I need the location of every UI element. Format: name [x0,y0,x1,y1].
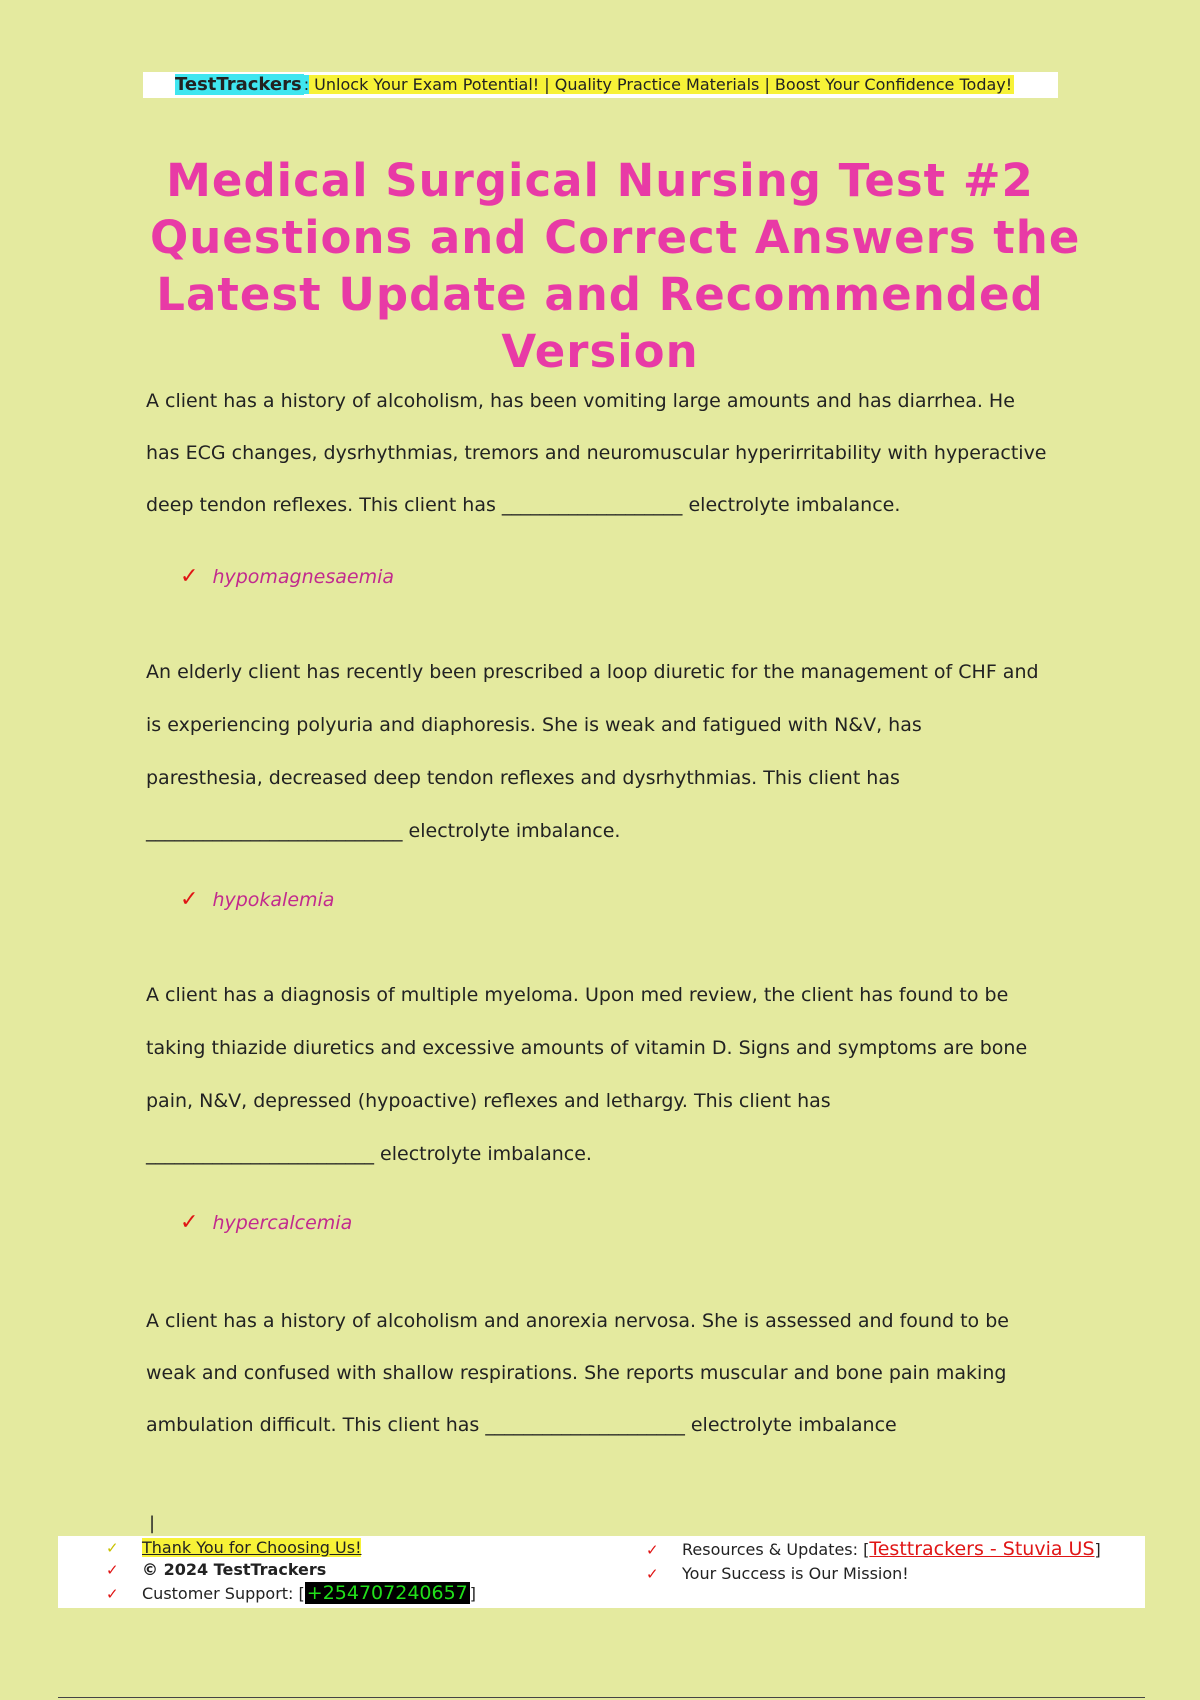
tagline: Unlock Your Exam Potential! | Quality Practice Materials | Boost Your Confidence Today! [309,75,1013,94]
checkmark-icon: ✓ [180,1210,199,1235]
title-line: Medical Surgical Nursing Test #2 [166,154,1034,207]
mission-text: Your Success is Our Mission! [682,1564,909,1583]
question-line: has ECG changes, dysrhythmias, tremors and neuromuscular hyperirritability with hyperactive [146,442,1047,464]
resources-link[interactable]: Testtrackers - Stuvia US [869,1538,1095,1560]
question-line: A client has a history of alcoholism, has been vomiting large amounts and has diarrhea. He [146,390,1015,412]
support-label: Customer Support: [ [142,1584,305,1603]
footer-resources-row [646,1538,1101,1560]
resources-close: ] [1094,1540,1101,1559]
footer-support-row [106,1582,476,1604]
question-line: taking thiazide diuretics and excessive amounts of vitamin D. Signs and symptoms are bone [146,1037,1028,1059]
question-line: A client has a history of alcoholism and anorexia nervosa. She is assessed and found to be [146,1310,1009,1332]
copyright-text: © 2024 TestTrackers [142,1560,327,1579]
answer-1 [180,564,394,589]
checkmark-icon: ✓ [646,1565,659,1583]
answer-text: hypokalemia [212,889,335,911]
question-line: weak and confused with shallow respirations. She reports muscular and bone pain making [146,1362,1007,1384]
footer [58,1536,1145,1608]
question-line: paresthesia, decreased deep tendon reflexes and dysrhythmias. This client has [146,767,900,789]
answer-text: hypercalcemia [212,1212,353,1234]
support-close: ] [469,1584,477,1603]
footer-thanks-row [106,1538,361,1557]
question-line: ________________________ electrolyte imbalance. [146,1143,592,1165]
text-cursor-mark: | [149,1513,156,1534]
answer-3 [180,1210,352,1235]
answer-2 [180,887,334,912]
question-line: is experiencing polyuria and diaphoresis. She is weak and fatigued with N&V, has [146,714,922,736]
answer-text: hypomagnesaemia [212,566,395,588]
question-line: ambulation difficult. This client has _____________________ electrolyte imbalance [146,1414,897,1436]
header-banner [143,72,1058,98]
checkmark-icon: ✓ [180,887,199,912]
checkmark-icon: ✓ [106,1539,119,1557]
question-line: ___________________________ electrolyte imbalance. [146,820,621,842]
resources-label: Resources & Updates: [ [682,1540,870,1559]
checkmark-icon: ✓ [646,1541,659,1559]
support-phone[interactable]: +254707240657 [306,1582,468,1604]
checkmark-icon: ✓ [106,1561,119,1579]
title-line: Version [501,325,699,378]
footer-mission-row [646,1564,909,1583]
document-title [150,152,1081,380]
bottom-divider [58,1697,1145,1698]
title-line: Latest Update and Recommended [156,268,1044,321]
thanks-text: Thank You for Choosing Us! [142,1538,362,1557]
question-line: pain, N&V, depressed (hypoactive) reflexes and lethargy. This client has [146,1090,831,1112]
title-line: Questions and Correct Answers the [150,211,1081,264]
checkmark-icon: ✓ [180,564,199,589]
footer-copyright-row [106,1560,326,1579]
checkmark-icon: ✓ [106,1585,119,1603]
question-line: An elderly client has recently been prescribed a loop diuretic for the management of CHF and [146,661,1039,683]
question-line: deep tendon reflexes. This client has ___________________ electrolyte imbalance. [146,494,901,516]
brand-colon: : [303,75,310,94]
question-line: A client has a diagnosis of multiple myeloma. Upon med review, the client has found to be [146,984,1009,1006]
brand-name: TestTrackers [175,74,302,95]
